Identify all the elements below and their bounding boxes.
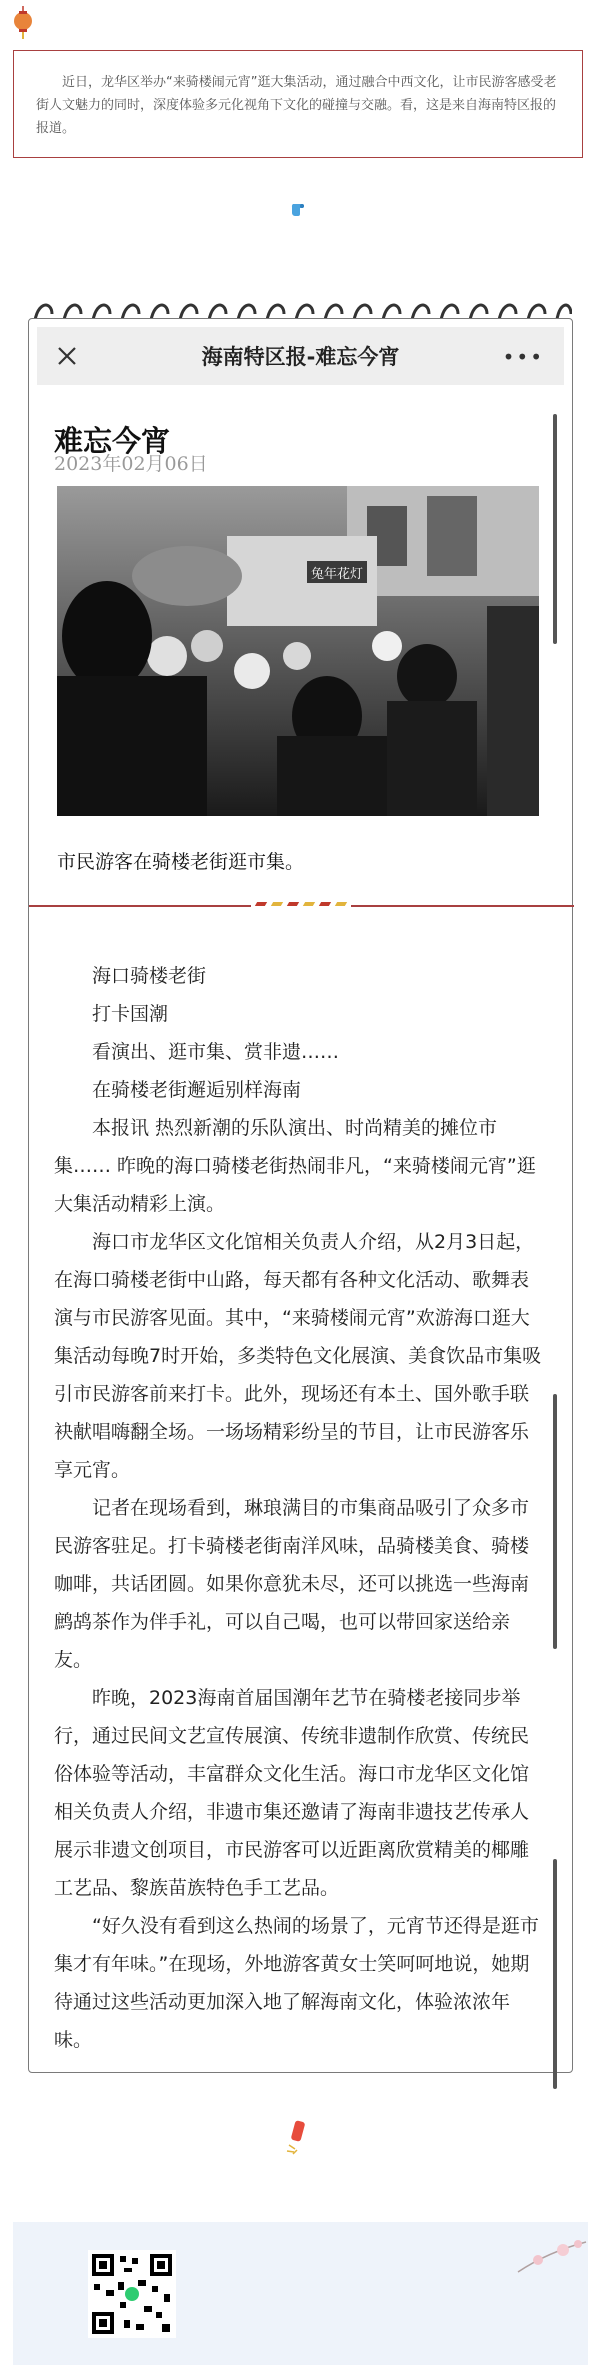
photo-caption: 市民游客在骑楼老街逛市集。 (57, 851, 305, 873)
close-icon[interactable] (55, 344, 79, 368)
market-photo (57, 486, 539, 816)
article-card (28, 318, 573, 2073)
article-body (54, 957, 546, 2059)
divider-ornament (251, 897, 351, 911)
more-options-button[interactable]: ••• (502, 345, 544, 369)
article-title: 难忘今宵 (54, 424, 171, 458)
scrollbar-segment[interactable] (553, 1394, 557, 1649)
headline-line: 海口骑楼老街 (92, 965, 207, 987)
headline-line: 在骑楼老街邂逅别样海南 (92, 1079, 302, 1101)
intro-box (13, 50, 583, 158)
headline-line: 看演出、逛市集、赏非遗…… (92, 1041, 340, 1063)
article-date: 2023年02月06日 (54, 453, 208, 475)
scrollbar[interactable] (553, 414, 557, 644)
lantern-icon (12, 6, 34, 40)
firecracker-icon (285, 2115, 311, 2155)
qr-code-icon[interactable] (88, 2250, 176, 2338)
navbar-title: 海南特区报-难忘今宵 (201, 345, 400, 369)
headline-line: 打卡国潮 (92, 1003, 169, 1025)
plum-blossom-decoration (508, 2222, 588, 2282)
photo-sign-text: 兔年花灯 (310, 567, 364, 582)
pointing-hand-icon (288, 196, 312, 220)
body-paragraph: 昨晚，2023海南首届国潮年艺节在骑楼老接同步举行，通过民间文艺宣传展演、传统非遗制作欣赏、传统民俗体验等活动，丰富群众文化生活。海口市龙华区文化馆相关负责人介绍，非遗市集还邀请了海南非遗技艺传承人展示非遗文创项目，市民游客可以近距离欣赏精美的椰雕工艺品、黎族苗族特色手工艺品。 (54, 1687, 530, 1899)
footer-banner (13, 2222, 588, 2365)
body-paragraph: 海口市龙华区文化馆相关负责人介绍，从2月3日起，在海口骑楼老街中山路，每天都有各种文化活动、歌舞表演与市民游客见面。其中，“来骑楼闹元宵”欢游海口逛大集活动每晚7时开始，多类特色文化展演、美食饮品市集吸引市民游客前来打卡。此外，现场还有本土、国外歌手联袂献唱嗨翻全场。一场场精彩纷呈的节目，让市民游客乐享元宵。 (54, 1231, 542, 1481)
body-paragraph: 本报讯 热烈新潮的乐队演出、时尚精美的摊位市集…… 昨晚的海口骑楼老街热闹非凡，“来骑楼闹元宵”逛大集活动精彩上演。 (54, 1117, 536, 1215)
intro-text: 近日，龙华区举办“来骑楼闹元宵”逛大集活动，通过融合中西文化，让市民游客感受老街人文魅力的同时，深度体验多元化视角下文化的碰撞与交融。看，这是来自海南特区报的报道。 (36, 75, 557, 136)
webview-navbar (37, 327, 564, 385)
body-paragraph: “好久没有看到这么热闹的场景了，元宵节还得是逛市集才有年味。”在现场，外地游客黄女士笑呵呵地说，她期待通过这些活动更加深入地了解海南文化，体验浓浓年味。 (54, 1915, 539, 2051)
body-paragraph: 记者在现场看到，琳琅满目的市集商品吸引了众多市民游客驻足。打卡骑楼老街南洋风味，品骑楼美食、骑楼咖啡，共话团圆。如果你意犹未尽，还可以挑选一些海南鹧鸪茶作为伴手礼，可以自己喝，也可以带回家送给亲友。 (54, 1497, 530, 1671)
scrollbar-segment-lower[interactable] (553, 1859, 557, 2089)
